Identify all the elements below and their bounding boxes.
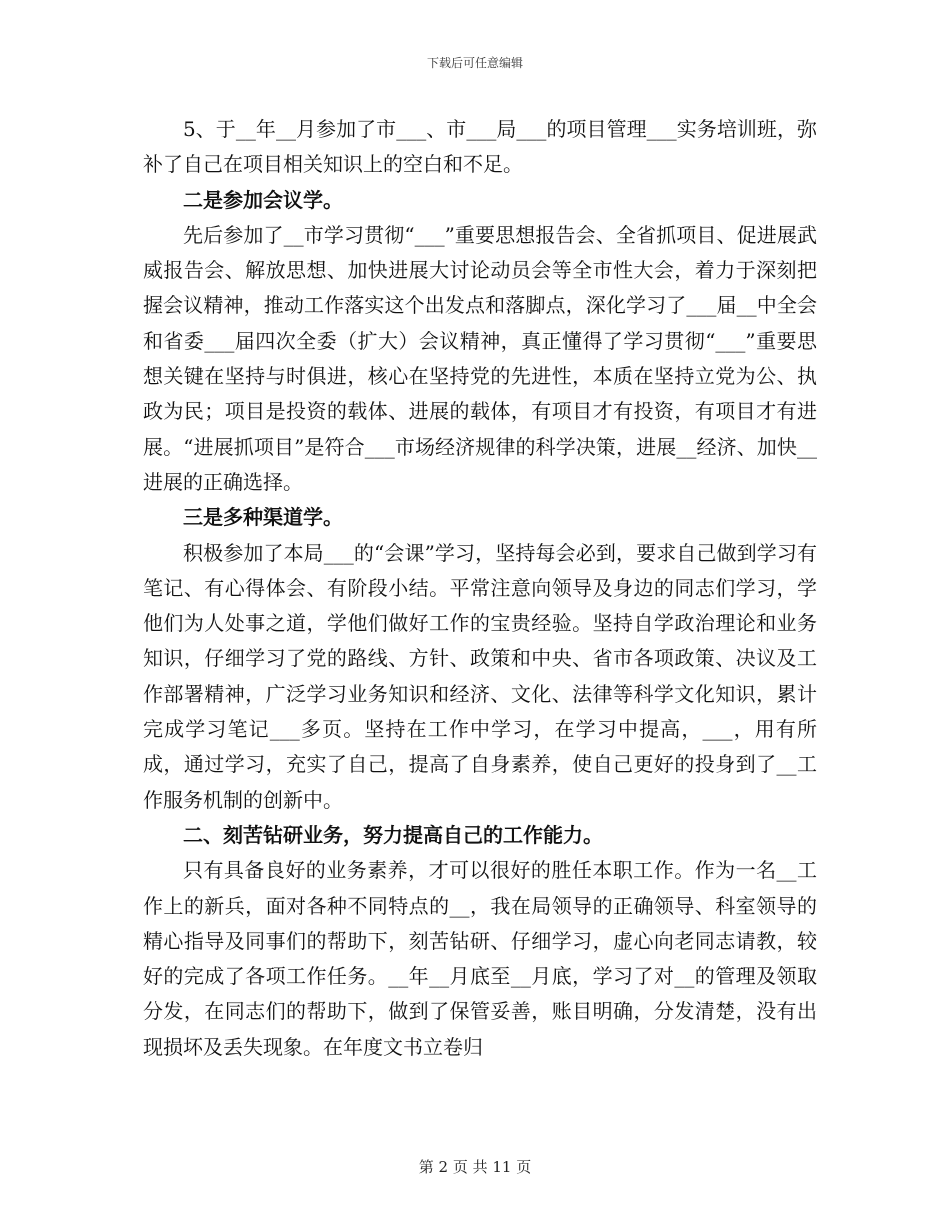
paragraph-work-ability: 只有具备良好的业务素养，才可以很好的胜任本职工作。作为一名__工作上的新兵，面对各种不同特点的__，我在局领导的正确领导、科室领导的精心指导及同事们的帮助下，刻苦钻研、仔细学习，虚心向老同志请教，较好的完成了各项工作任务。__年__月底至__月底，学习了对__的管理及领取分发，在同志们的帮助下，做到了保管妥善，账目明确，分发清楚，没有出现损坏及丢失现象。在年度文书立卷归 <box>143 858 817 1059</box>
page-number: 第 2 页 共 11 页 <box>418 1158 532 1176</box>
paragraph-multichannel: 积极参加了本局___的“会课”学习，坚持每会必到，要求自己做到学习有笔记、有心得体会、有阶段小结。平常注意向领导及身边的同志们学习，学他们为人处事之道，学他们做好工作的宝贵经验。坚持自学政治理论和业务知识，仔细学习了党的路线、方针、政策和中央、省市各项政策、决议及工作部署精神，广泛学习业务知识和经济、文化、法律等科学文化知识，累计完成学习笔记___多页。坚持在工作中学习，在学习中提高，___，用有所成，通过学习，充实了自己，提高了自身素养，使自己更好的投身到了__工作服务机制的创新中。 <box>143 540 817 812</box>
paragraph-meetings: 先后参加了__市学习贯彻“___”重要思想报告会、全省抓项目、促进展武威报告会、解放思想、加快进展大讨论动员会等全市性大会，着力于深刻把握会议精神，推动工作落实这个出发点和落脚点，深化学习了___届__中全会和省委___届四次全委（扩大）会议精神，真正懂得了学习贯彻“___”重要思想关键在坚持与时俱进，核心在坚持党的先进性，本质在坚持立党为公、执政为民；项目是投资的载体、进展的载体，有项目才有投资，有项目才有进展。“进展抓项目”是符合___市场经济规律的科学决策，进展__经济、加快__进展的正确选择。 <box>143 222 817 494</box>
document-body <box>143 112 817 1065</box>
heading-meeting-study: 二是参加会议学。 <box>183 187 343 212</box>
page-header-note: 下载后可任意编辑 <box>426 56 523 70</box>
paragraph-training: 5、于__年__月参加了市___、市___局___的项目管理___实务培训班，弥补了自己在项目相关知识上的空白和不足。 <box>143 117 817 177</box>
heading-multichannel-study: 三是多种渠道学。 <box>183 505 343 530</box>
heading-work-ability: 二、刻苦钻研业务，努力提高自己的工作能力。 <box>183 822 603 847</box>
